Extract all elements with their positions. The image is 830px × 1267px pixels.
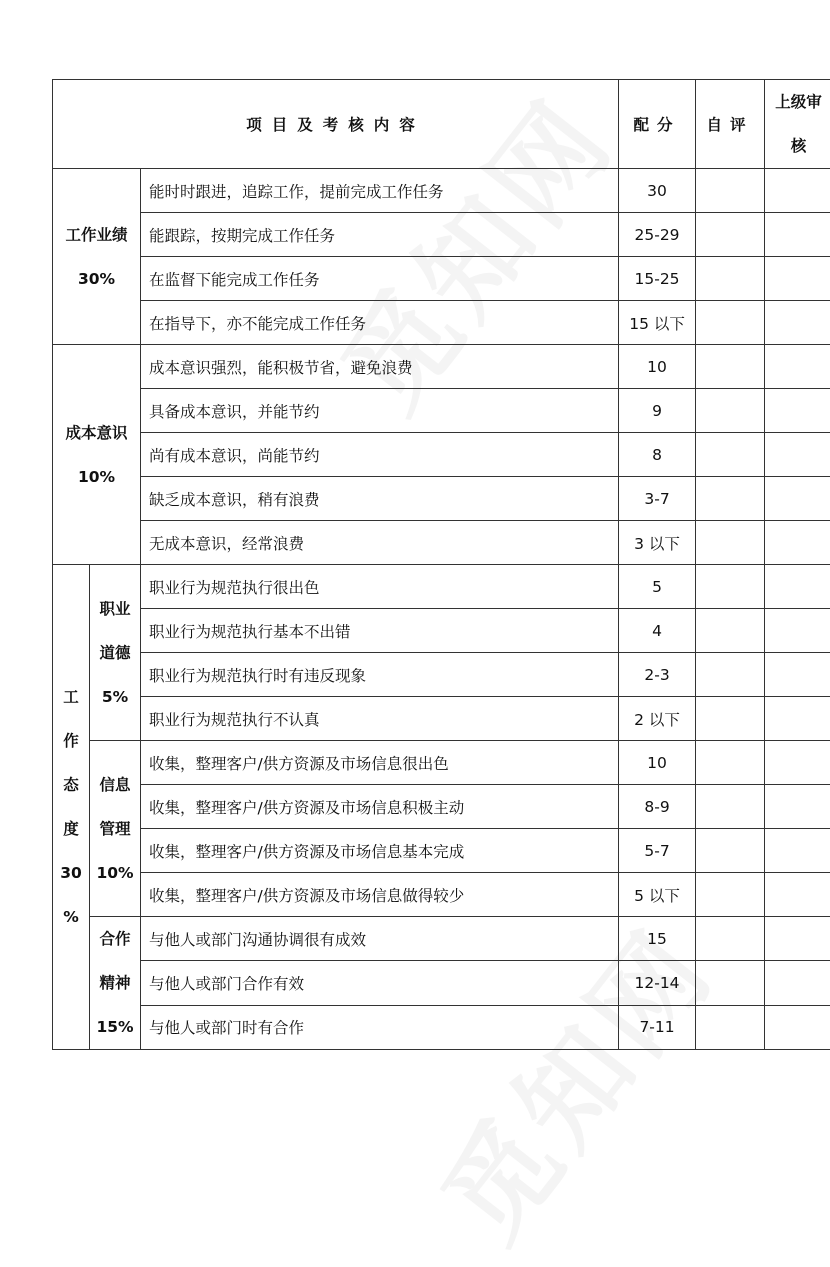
score-value: 7-11: [619, 1005, 696, 1049]
attitude-body: [53, 565, 830, 1050]
criteria-text: 收集，整理客户/供方资源及市场信息做得较少: [141, 873, 619, 917]
table-row: [53, 697, 830, 741]
table-row: [53, 653, 830, 697]
sections-body: [53, 169, 830, 565]
criteria-text: 尚有成本意识，尚能节约: [141, 433, 619, 477]
table-row: [53, 213, 830, 257]
superior-review-cell[interactable]: [765, 169, 830, 213]
criteria-text: 与他人或部门时有合作: [141, 1005, 619, 1049]
superior-review-cell[interactable]: [765, 917, 830, 961]
criteria-text: 缺乏成本意识，稍有浪费: [141, 477, 619, 521]
score-value: 10: [619, 741, 696, 785]
criteria-text: 与他人或部门沟通协调很有成效: [141, 917, 619, 961]
criteria-text: 能时时跟进，追踪工作，提前完成工作任务: [141, 169, 619, 213]
self-eval-cell[interactable]: [696, 169, 765, 213]
header-self-eval: 自评: [696, 80, 765, 169]
criteria-text: 与他人或部门合作有效: [141, 961, 619, 1005]
criteria-text: 收集，整理客户/供方资源及市场信息积极主动: [141, 785, 619, 829]
superior-review-cell[interactable]: [765, 389, 830, 433]
self-eval-cell[interactable]: [696, 653, 765, 697]
criteria-text: 收集，整理客户/供方资源及市场信息基本完成: [141, 829, 619, 873]
superior-review-cell[interactable]: [765, 565, 830, 609]
superior-review-cell[interactable]: [765, 785, 830, 829]
table-row: [53, 169, 830, 213]
table-row: [53, 829, 830, 873]
self-eval-cell[interactable]: [696, 697, 765, 741]
score-value: 4: [619, 609, 696, 653]
score-value: 8: [619, 433, 696, 477]
table-row: [53, 873, 830, 917]
score-value: 15: [619, 917, 696, 961]
table-row: [53, 565, 830, 609]
self-eval-cell[interactable]: [696, 961, 765, 1005]
score-value: 3 以下: [619, 521, 696, 565]
header-superior-review: [765, 80, 830, 169]
self-eval-cell[interactable]: [696, 213, 765, 257]
criteria-text: 在指导下，亦不能完成工作任务: [141, 301, 619, 345]
category-name: 工作业绩: [53, 213, 140, 257]
table-row: [53, 741, 830, 785]
category-weight: 30%: [53, 257, 140, 301]
self-eval-cell[interactable]: [696, 917, 765, 961]
self-eval-cell[interactable]: [696, 829, 765, 873]
superior-review-cell[interactable]: [765, 521, 830, 565]
table-row: [53, 477, 830, 521]
header-superior-text: 上级审核: [775, 80, 823, 168]
table-row: [53, 345, 830, 389]
category-name: 成本意识: [53, 411, 140, 455]
header-row: [53, 80, 830, 169]
score-value: 3-7: [619, 477, 696, 521]
category-cell: [53, 169, 141, 345]
superior-review-cell[interactable]: [765, 1005, 830, 1049]
criteria-text: 成本意识强烈，能积极节省，避免浪费: [141, 345, 619, 389]
category-weight: 10%: [53, 455, 140, 499]
table-row: [53, 521, 830, 565]
table-row: [53, 1005, 830, 1049]
superior-review-cell[interactable]: [765, 477, 830, 521]
header-project: 项目及考核内容: [53, 80, 619, 169]
score-value: 2 以下: [619, 697, 696, 741]
self-eval-cell[interactable]: [696, 477, 765, 521]
self-eval-cell[interactable]: [696, 521, 765, 565]
superior-review-cell[interactable]: [765, 961, 830, 1005]
criteria-text: 职业行为规范执行不认真: [141, 697, 619, 741]
superior-review-cell[interactable]: [765, 433, 830, 477]
superior-review-cell[interactable]: [765, 345, 830, 389]
score-value: 10: [619, 345, 696, 389]
superior-review-cell[interactable]: [765, 873, 830, 917]
assessment-table: [52, 79, 830, 1050]
superior-review-cell[interactable]: [765, 697, 830, 741]
superior-review-cell[interactable]: [765, 829, 830, 873]
criteria-text: 收集，整理客户/供方资源及市场信息很出色: [141, 741, 619, 785]
self-eval-cell[interactable]: [696, 345, 765, 389]
criteria-text: 在监督下能完成工作任务: [141, 257, 619, 301]
table-row: [53, 301, 830, 345]
criteria-text: 能跟踪，按期完成工作任务: [141, 213, 619, 257]
score-value: 8-9: [619, 785, 696, 829]
table-row: [53, 961, 830, 1005]
superior-review-cell[interactable]: [765, 741, 830, 785]
self-eval-cell[interactable]: [696, 257, 765, 301]
score-value: 15 以下: [619, 301, 696, 345]
superior-review-cell[interactable]: [765, 301, 830, 345]
self-eval-cell[interactable]: [696, 301, 765, 345]
score-value: 30: [619, 169, 696, 213]
score-value: 12-14: [619, 961, 696, 1005]
criteria-text: 职业行为规范执行时有违反现象: [141, 653, 619, 697]
self-eval-cell[interactable]: [696, 1005, 765, 1049]
sub-category-cell: 职业 道德 5%: [90, 565, 141, 741]
self-eval-cell[interactable]: [696, 609, 765, 653]
category-cell: [53, 345, 141, 565]
score-value: 2-3: [619, 653, 696, 697]
criteria-text: 职业行为规范执行基本不出错: [141, 609, 619, 653]
sub-category-cell: 合作 精神 15%: [90, 917, 141, 1050]
superior-review-cell[interactable]: [765, 609, 830, 653]
table-row: [53, 609, 830, 653]
score-value: 25-29: [619, 213, 696, 257]
criteria-text: 无成本意识，经常浪费: [141, 521, 619, 565]
table-row: [53, 389, 830, 433]
self-eval-cell[interactable]: [696, 433, 765, 477]
table-row: [53, 433, 830, 477]
score-value: 9: [619, 389, 696, 433]
superior-review-cell[interactable]: [765, 213, 830, 257]
score-value: 5 以下: [619, 873, 696, 917]
self-eval-cell[interactable]: [696, 741, 765, 785]
superior-review-cell[interactable]: [765, 257, 830, 301]
self-eval-cell[interactable]: [696, 565, 765, 609]
attitude-category: 工 作 态 度 30 %: [53, 565, 90, 1050]
self-eval-cell[interactable]: [696, 873, 765, 917]
score-value: 5: [619, 565, 696, 609]
table-row: [53, 785, 830, 829]
sub-category-cell: 信息 管理 10%: [90, 741, 141, 917]
table-row: [53, 917, 830, 961]
criteria-text: 职业行为规范执行很出色: [141, 565, 619, 609]
self-eval-cell[interactable]: [696, 389, 765, 433]
criteria-text: 具备成本意识，并能节约: [141, 389, 619, 433]
table-row: [53, 257, 830, 301]
self-eval-cell[interactable]: [696, 785, 765, 829]
header-score: 配分: [619, 80, 696, 169]
score-value: 5-7: [619, 829, 696, 873]
score-value: 15-25: [619, 257, 696, 301]
superior-review-cell[interactable]: [765, 653, 830, 697]
